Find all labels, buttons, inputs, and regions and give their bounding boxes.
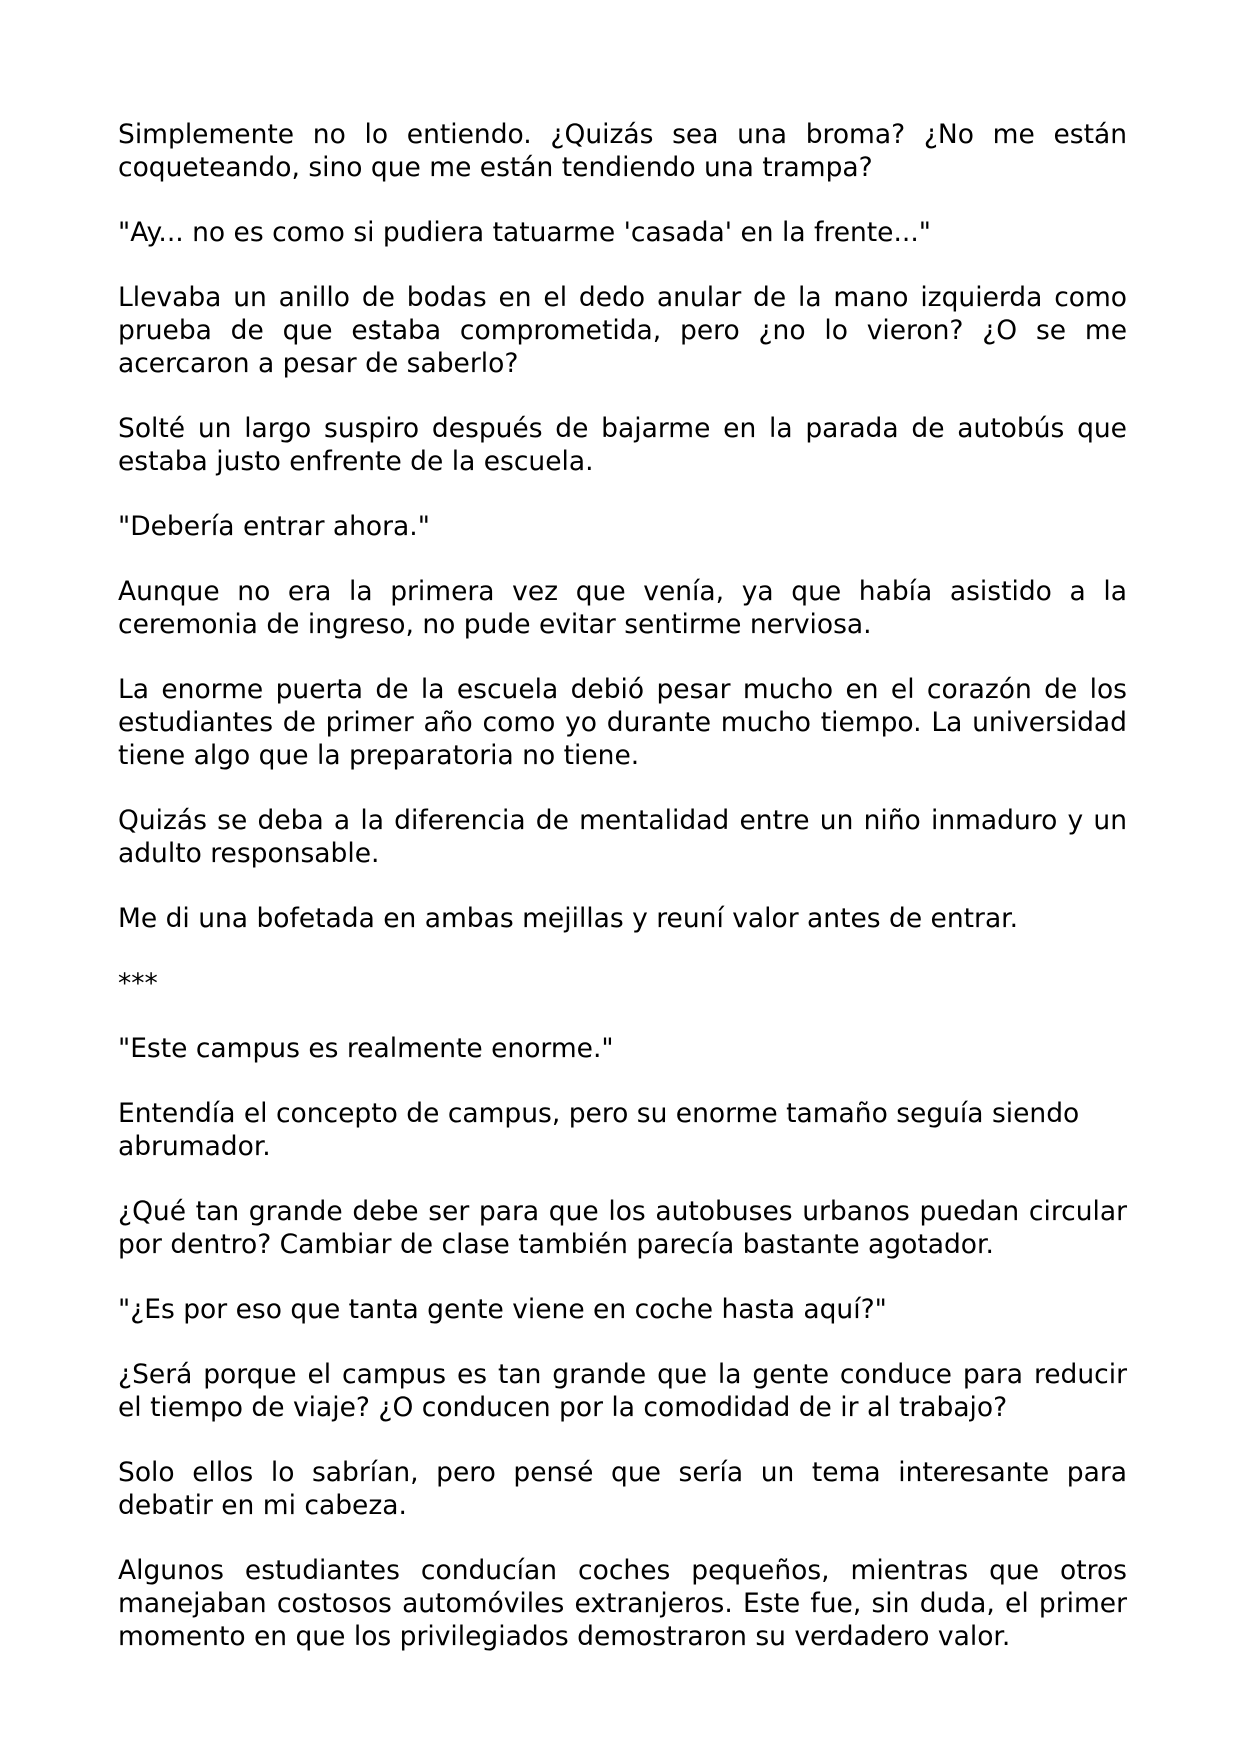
paragraph-1: Simplemente no lo entiendo. ¿Quizás sea una broma? ¿No me están coqueteando, sino que me están tendiendo una trampa? xyxy=(118,119,1127,183)
dialogue-paragraph-14: "¿Es por eso que tanta gente viene en coche hasta aquí?" xyxy=(118,1294,887,1325)
paragraph-13: ¿Qué tan grande debe ser para que los autobuses urbanos puedan circular por dentro? Cambiar de clase también parecía bastante agotador. xyxy=(118,1196,1127,1260)
paragraph-12: Entendía el concepto de campus, pero su enorme tamaño seguía siendo abrumador. xyxy=(118,1098,1080,1162)
document-page xyxy=(118,118,1127,1685)
paragraph-3: Llevaba un anillo de bodas en el dedo anular de la mano izquierda como prueba de que estaba comprometida, pero ¿no lo vieron? ¿O se me acercaron a pesar de saberlo? xyxy=(118,282,1127,379)
dialogue-paragraph-5: "Debería entrar ahora." xyxy=(118,511,430,542)
dialogue-paragraph-2: "Ay... no es como si pudiera tatuarme 'casada' en la frente..." xyxy=(118,217,931,248)
paragraph-6: Aunque no era la primera vez que venía, ya que había asistido a la ceremonia de ingreso, no pude evitar sentirme nerviosa. xyxy=(118,576,1127,640)
paragraph-9: Me di una bofetada en ambas mejillas y reuní valor antes de entrar. xyxy=(118,903,1019,934)
paragraph-8: Quizás se deba a la diferencia de mentalidad entre un niño inmaduro y un adulto responsable. xyxy=(118,805,1127,869)
paragraph-17: Algunos estudiantes conducían coches pequeños, mientras que otros manejaban costosos automóviles extranjeros. Este fue, sin duda, el primer momento en que los privilegiados demostraron su verdadero valor. xyxy=(118,1555,1127,1652)
paragraph-4: Solté un largo suspiro después de bajarme en la parada de autobús que estaba justo enfrente de la escuela. xyxy=(118,413,1127,477)
dialogue-paragraph-11: "Este campus es realmente enorme." xyxy=(118,1033,614,1064)
section-break: *** xyxy=(118,968,158,999)
paragraph-16: Solo ellos lo sabrían, pero pensé que sería un tema interesante para debatir en mi cabeza. xyxy=(118,1457,1127,1521)
paragraph-7: La enorme puerta de la escuela debió pesar mucho en el corazón de los estudiantes de primer año como yo durante mucho tiempo. La universidad tiene algo que la preparatoria no tiene. xyxy=(118,674,1127,771)
paragraph-15: ¿Será porque el campus es tan grande que la gente conduce para reducir el tiempo de viaje? ¿O conducen por la comodidad de ir al trabajo? xyxy=(118,1359,1127,1423)
